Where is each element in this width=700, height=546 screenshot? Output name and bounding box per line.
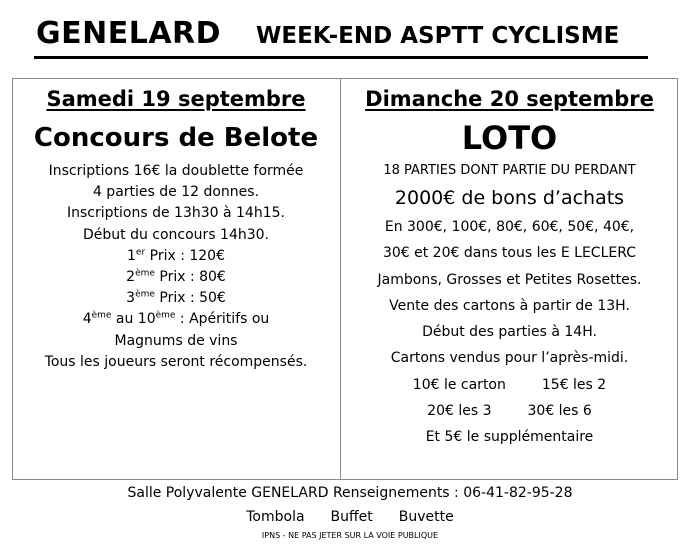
amenity-buffet: Buffet [330,509,373,525]
loto-vouchers: 2000€ de bons d’achats [394,187,625,209]
sunday-date: Dimanche 20 septembre [365,87,654,111]
amenity-tombola: Tombola [246,509,305,525]
belote-line: Début du concours 14h30. [82,226,270,243]
belote-line: Inscriptions de 13h30 à 14h15. [67,205,285,222]
saturday-date: Samedi 19 septembre [46,87,306,111]
loto-line: En 300€, 100€, 80€, 60€, 50€, 40€, [384,219,635,235]
amenity-buvette: Buvette [398,509,454,525]
card-prices-row [341,372,678,398]
amenities [200,507,500,527]
third-prize: 3ème Prix : 50€ [126,289,226,307]
loto-line: 30€ et 20€ dans tous les E LECLERC [382,245,637,262]
belote-column [12,82,340,373]
belote-line: Magnums de vins [114,332,238,349]
belote-title: Concours de Belote [33,123,319,153]
venue-contact: Salle Polyvalente GENELARD Renseignements : 06-41-82-95-28 [127,485,573,501]
header [0,14,700,58]
loto-details [341,214,678,451]
other-prizes: 4ème au 10ème : Apéritifs ou [82,310,270,328]
belote-line: Inscriptions 16€ la doublette formée [48,163,304,179]
loto-line: Début des parties à 14H. [422,324,597,341]
loto-line: Jambons, Grosses et Petites Rosettes. [377,271,642,288]
second-prize: 2ème Prix : 80€ [126,268,226,286]
first-prize: 1er Prix : 120€ [127,247,225,264]
belote-line: Tous les joueurs seront récompensés. [44,353,308,370]
header-event: WEEK-END ASPTT CYCLISME [256,23,620,49]
card-price: 30€ les 6 [527,403,592,420]
belote-details [12,161,340,373]
loto-subtitle: 18 PARTIES DONT PARTIE DU PERDANT [383,163,636,178]
belote-line: 4 parties de 12 donnes. [92,184,260,201]
card-prices-row [341,398,678,424]
card-price: 20€ les 3 [427,403,492,420]
loto-line: Cartons vendus pour l’après-midi. [390,350,629,367]
loto-line: Vente des cartons à partir de 13H. [389,297,630,314]
card-price: 15€ les 2 [541,376,607,393]
loto-column [341,82,678,451]
legal-notice: IPNS - NE PAS JETER SUR LA VOIE PUBLIQUE [261,531,439,540]
header-underline [34,56,648,59]
card-price: 10€ le carton [412,376,506,393]
loto-title: LOTO [461,119,558,157]
extra-card-price: Et 5€ le supplémentaire [425,429,594,446]
header-town: GENELARD [36,16,222,51]
